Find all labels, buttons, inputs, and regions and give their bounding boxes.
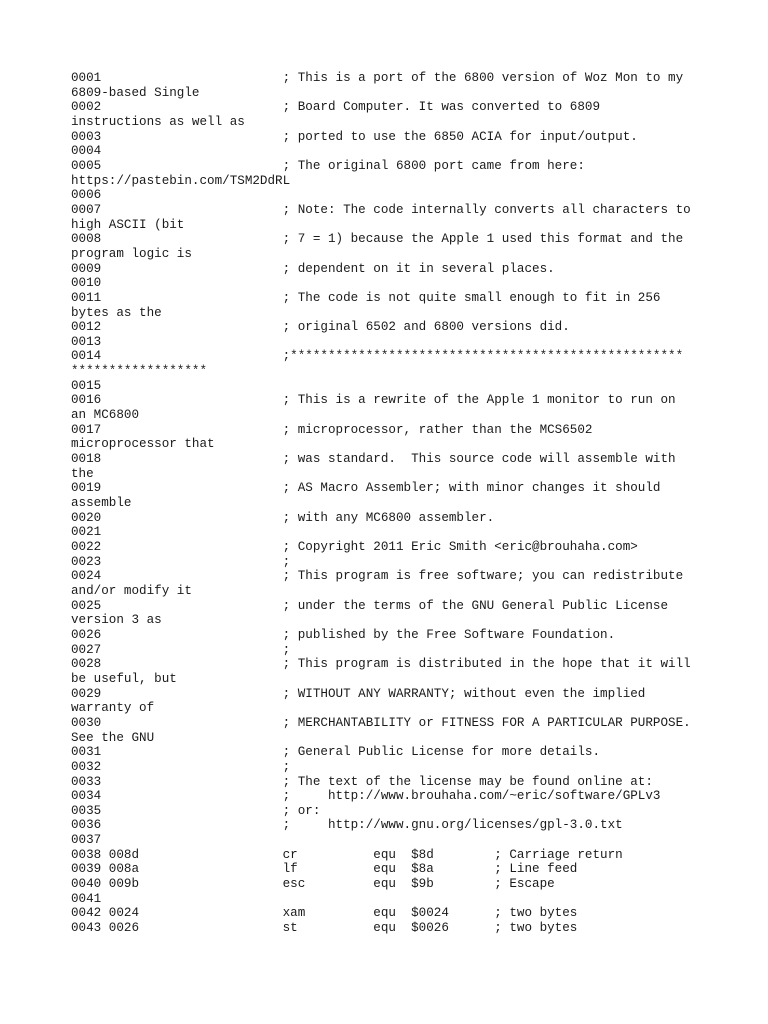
listing-line: 0028 ; This program is distributed in the hope that it will xyxy=(71,657,691,672)
listing-line: 0030 ; MERCHANTABILITY or FITNESS FOR A PARTICULAR PURPOSE. xyxy=(71,715,691,730)
listing-line: high ASCII (bit xyxy=(71,217,185,232)
listing-line: 0042 0024 xam equ $0024 ; two bytes xyxy=(71,906,578,921)
listing-line: 0005 ; The original 6800 port came from here: xyxy=(71,158,585,173)
listing-line: 0041 xyxy=(71,891,102,906)
listing-line: 0002 ; Board Computer. It was converted to 6809 xyxy=(71,100,601,115)
listing-line: 0026 ; published by the Free Software Foundation. xyxy=(71,627,616,642)
listing-line: 0029 ; WITHOUT ANY WARRANTY; without even the implied xyxy=(71,686,646,701)
source-listing xyxy=(71,71,711,936)
listing-line: 0025 ; under the terms of the GNU General Public License xyxy=(71,598,669,613)
listing-line: 0008 ; 7 = 1) because the Apple 1 used this format and the xyxy=(71,232,684,247)
listing-line: 0003 ; ported to use the 6850 ACIA for input/output. xyxy=(71,129,638,144)
listing-line: 0013 xyxy=(71,334,102,349)
listing-line: be useful, but xyxy=(71,671,177,686)
listing-line: 0023 ; xyxy=(71,554,291,569)
listing-line: See the GNU xyxy=(71,730,155,745)
listing-line: the xyxy=(71,466,94,481)
listing-line: instructions as well as xyxy=(71,114,245,129)
listing-line: 0010 xyxy=(71,276,102,291)
listing-line: 0040 009b esc equ $9b ; Escape xyxy=(71,877,555,892)
listing-line: 0011 ; The code is not quite small enough to fit in 256 xyxy=(71,290,661,305)
listing-line: warranty of xyxy=(71,701,155,716)
listing-line: 0018 ; was standard. This source code will assemble with xyxy=(71,452,676,467)
listing-line: version 3 as xyxy=(71,613,162,628)
listing-line: 0021 xyxy=(71,525,102,540)
listing-line: bytes as the xyxy=(71,305,162,320)
listing-line: https://pastebin.com/TSM2DdRL xyxy=(71,173,291,188)
listing-line: ****************** xyxy=(71,364,208,379)
listing-line: 0032 ; xyxy=(71,759,291,774)
listing-line: an MC6800 xyxy=(71,408,140,423)
listing-line: 0038 008d cr equ $8d ; Carriage return xyxy=(71,847,623,862)
listing-line: 0015 xyxy=(71,378,102,393)
listing-line: 0031 ; General Public License for more details. xyxy=(71,745,601,760)
listing-line: 0016 ; This is a rewrite of the Apple 1 monitor to run on xyxy=(71,393,676,408)
listing-line: program logic is xyxy=(71,246,192,261)
listing-line: 6809-based Single xyxy=(71,85,200,100)
listing-line: 0019 ; AS Macro Assembler; with minor changes it should xyxy=(71,481,661,496)
listing-line: 0035 ; or: xyxy=(71,803,321,818)
listing-line: 0043 0026 st equ $0026 ; two bytes xyxy=(71,921,578,936)
listing-line: 0017 ; microprocessor, rather than the MCS6502 xyxy=(71,422,593,437)
listing-line: 0033 ; The text of the license may be found online at: xyxy=(71,774,653,789)
listing-line: 0024 ; This program is free software; you can redistribute xyxy=(71,569,684,584)
listing-line: 0036 ; http://www.gnu.org/licenses/gpl-3.0.txt xyxy=(71,818,623,833)
listing-line: 0006 xyxy=(71,188,102,203)
listing-line: 0012 ; original 6502 and 6800 versions did. xyxy=(71,320,570,335)
listing-line: 0004 xyxy=(71,144,102,159)
listing-line: 0034 ; http://www.brouhaha.com/~eric/software/GPLv3 xyxy=(71,789,661,804)
listing-line: 0039 008a lf equ $8a ; Line feed xyxy=(71,862,578,877)
listing-line: 0014 ;**************************************************** xyxy=(71,349,684,364)
listing-line: 0020 ; with any MC6800 assembler. xyxy=(71,510,495,525)
listing-line: 0037 xyxy=(71,833,102,848)
listing-line: 0009 ; dependent on it in several places. xyxy=(71,261,555,276)
listing-line: 0027 ; xyxy=(71,642,291,657)
listing-line: assemble xyxy=(71,496,132,511)
listing-line: 0022 ; Copyright 2011 Eric Smith <eric@brouhaha.com> xyxy=(71,540,638,554)
listing-line: 0001 ; This is a port of the 6800 version of Woz Mon to my xyxy=(71,71,684,85)
listing-line: 0007 ; Note: The code internally converts all characters to xyxy=(71,202,691,217)
listing-line: and/or modify it xyxy=(71,583,192,598)
listing-line: microprocessor that xyxy=(71,437,215,452)
